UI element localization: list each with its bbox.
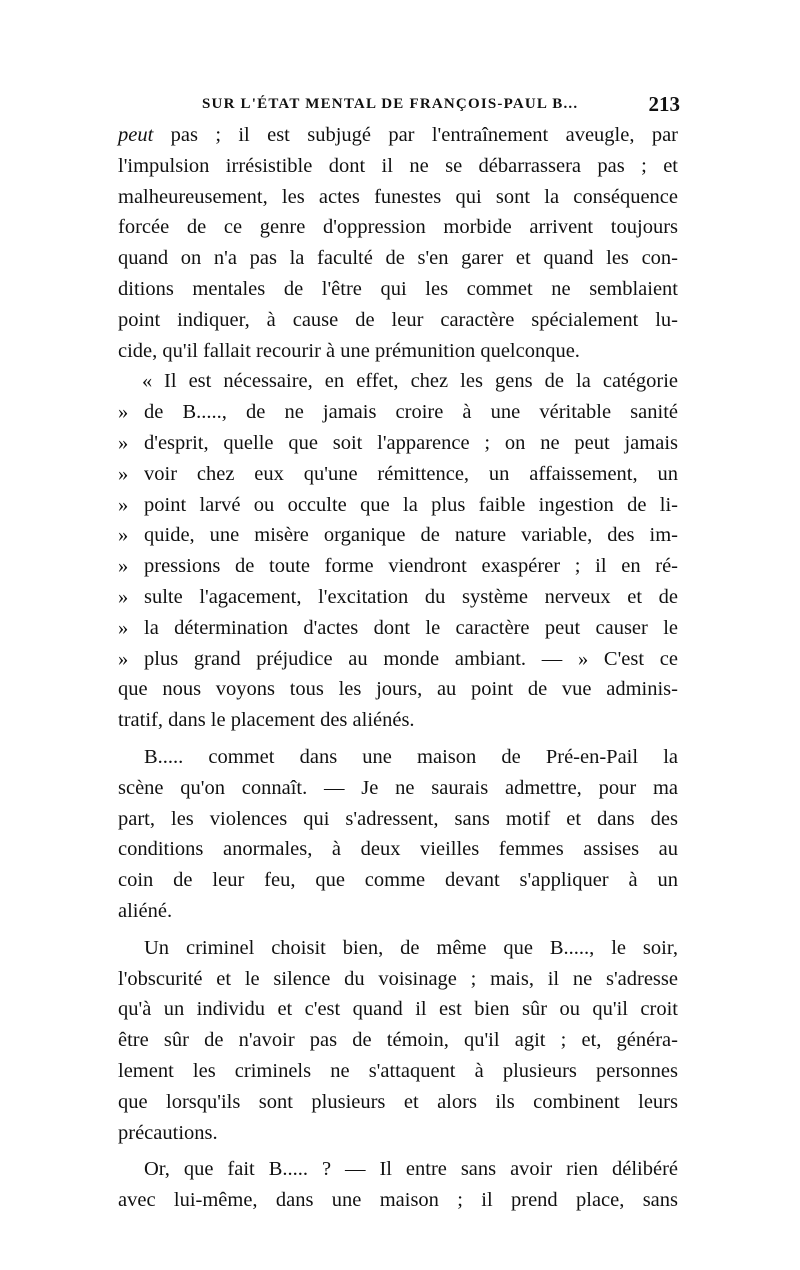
quote-line: » voir chez eux qu'une rémittence, un affaissement, un — [118, 459, 678, 490]
quote-line: « Il est nécessaire, en effet, chez les gens de la catégorie — [118, 366, 678, 397]
text-line: avec lui-même, dans une maison ; il prend place, sans — [118, 1189, 678, 1212]
guillemet-cont: » — [118, 493, 129, 516]
text-line: que lorsqu'ils sont plusieurs et alors ils combinent leurs — [118, 1090, 678, 1113]
quote-line: » plus grand préjudice au monde ambiant. — » C'est ce — [118, 644, 678, 675]
text-line: cide, qu'il fallait recourir à une prémunition quelconque. — [118, 339, 580, 362]
paragraph-5 — [118, 1154, 678, 1216]
text-line: ditions mentales de l'être qui les commet ne semblaient — [118, 277, 678, 300]
text-line: quand on n'a pas la faculté de s'en garer et quand les con- — [118, 247, 678, 270]
text-line: conditions anormales, à deux vieilles femmes assises au — [118, 838, 678, 861]
text-line: scène qu'on connaît. — Je ne saurais admettre, pour ma — [118, 776, 678, 799]
running-title: SUR L'ÉTAT MENTAL DE FRANÇOIS-PAUL B... — [202, 96, 579, 112]
guillemet-cont: » — [118, 616, 129, 639]
quote-line: » point larvé ou occulte que la plus faible ingestion de li- — [118, 490, 678, 521]
guillemet-cont: » — [118, 647, 129, 670]
text-line: coin de leur feu, que comme devant s'appliquer à un — [118, 869, 678, 892]
guillemet-cont: » — [118, 524, 129, 547]
text-line: Un criminel choisit bien, de même que B....., le soir, — [144, 936, 678, 959]
text-line: tratif, dans le placement des aliénés. — [118, 709, 415, 732]
guillemet-cont: » — [118, 431, 129, 454]
running-header — [118, 86, 678, 120]
text-line: qu'à un individu et c'est quand il est bien sûr ou qu'il croit — [118, 998, 678, 1021]
quote-line: » la détermination d'actes dont le caractère peut causer le — [118, 613, 678, 644]
page-number: 213 — [648, 92, 680, 116]
text-line: l'obscurité et le silence du voisinage ; mais, il ne s'adresse — [118, 967, 678, 990]
guillemet-cont: » — [118, 401, 129, 424]
guillemet-cont: » — [118, 462, 129, 485]
text-line: lement les criminels ne s'attaquent à plusieurs personnes — [118, 1059, 678, 1082]
text-line: B..... commet dans une maison de Pré-en-Pail la — [144, 745, 678, 768]
quotation-block — [118, 366, 678, 674]
text-line: que nous voyons tous les jours, au point de vue adminis- — [118, 678, 678, 701]
text-line: forcée de ce genre d'oppression morbide arrivent toujours — [118, 216, 678, 239]
paragraph-2-continuation — [118, 674, 678, 736]
quote-line: » de B....., de ne jamais croire à une véritable sanité — [118, 397, 678, 428]
text-line: malheureusement, les actes funestes qui sont la conséquence — [118, 185, 678, 208]
paragraph-4 — [118, 933, 678, 1149]
quote-line: » sulte l'agacement, l'excitation du système nerveux et de — [118, 582, 678, 613]
body-text — [118, 120, 678, 1216]
quote-line: » quide, une misère organique de nature variable, des im- — [118, 520, 678, 551]
guillemet-cont: » — [118, 555, 129, 578]
text-line: Or, que fait B..... ? — Il entre sans avoir rien délibéré — [144, 1158, 678, 1181]
guillemet-cont: » — [118, 585, 129, 608]
text-line: part, les violences qui s'adressent, sans motif et dans des — [118, 807, 678, 830]
book-page — [118, 86, 678, 1216]
paragraph-1 — [118, 120, 678, 366]
quote-line: » pressions de toute forme viendront exaspérer ; il en ré- — [118, 551, 678, 582]
paragraph-3 — [118, 742, 678, 927]
text-line: précautions. — [118, 1121, 218, 1144]
text-line: point indiquer, à cause de leur caractère spécialement lu- — [118, 308, 678, 331]
quote-line: » d'esprit, quelle que soit l'apparence ; on ne peut jamais — [118, 428, 678, 459]
text-line: peut pas ; il est subjugé par l'entraînement aveugle, par — [118, 124, 678, 146]
italic-word: peut — [118, 124, 154, 146]
text-line: être sûr de n'avoir pas de témoin, qu'il agit ; et, généra- — [118, 1029, 678, 1052]
text-line: l'impulsion irrésistible dont il ne se débarrassera pas ; et — [118, 154, 678, 177]
text-line: aliéné. — [118, 899, 173, 922]
guillemet-open: « — [142, 370, 153, 393]
